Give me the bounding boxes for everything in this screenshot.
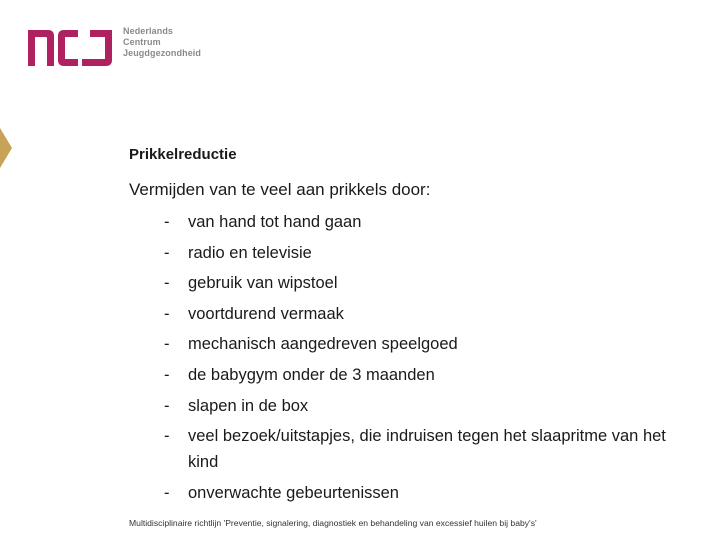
list-item-text: voortdurend vermaak (188, 304, 344, 323)
logo-line: Jeugdgezondheid (123, 48, 201, 58)
bullet-marker: - (164, 483, 170, 502)
list-item-text: veel bezoek/uitstapjes, die indruisen tegen het slaapritme van het kind (188, 427, 666, 472)
list-item (163, 480, 683, 506)
list-item-text: slapen in de box (188, 396, 309, 415)
footer-citation: Multidisciplinaire richtlijn 'Preventie, signalering, diagnostiek en behandeling van excessief huilen bij baby's' (129, 518, 537, 528)
bullet-marker: - (164, 396, 170, 415)
list-item-text: radio en televisie (188, 243, 312, 262)
list-item-text: onverwachte gebeurtenissen (188, 483, 399, 502)
bullet-marker: - (164, 427, 170, 446)
bullet-marker: - (164, 243, 170, 262)
bullet-marker: - (164, 304, 170, 323)
list-item-text: de babygym onder de 3 maanden (188, 365, 435, 384)
slide-title: Prikkelreductie (129, 146, 237, 163)
list-item-text: gebruik van wipstoel (188, 274, 338, 293)
ncj-logo-icon (28, 26, 118, 68)
list-item (163, 240, 683, 266)
list-item (163, 393, 683, 419)
list-item-text: van hand tot hand gaan (188, 213, 362, 231)
bullet-marker: - (164, 274, 170, 293)
bullet-marker: - (164, 365, 170, 384)
side-arrow-icon (0, 128, 14, 168)
list-item (163, 270, 683, 296)
list-item (163, 331, 683, 357)
list-item (163, 362, 683, 388)
list-item-text: mechanisch aangedreven speelgoed (188, 335, 458, 354)
logo-line: Nederlands (123, 26, 174, 36)
bullet-marker: - (164, 335, 170, 354)
bullet-list (163, 209, 683, 510)
ncj-logo (28, 26, 208, 70)
list-item (163, 209, 683, 235)
logo-wordmark (123, 26, 201, 59)
intro-text: Vermijden van te veel aan prikkels door: (129, 180, 431, 199)
list-item (163, 301, 683, 327)
logo-line: Centrum (123, 37, 161, 47)
list-item (163, 423, 683, 475)
bullet-marker: - (164, 213, 170, 231)
